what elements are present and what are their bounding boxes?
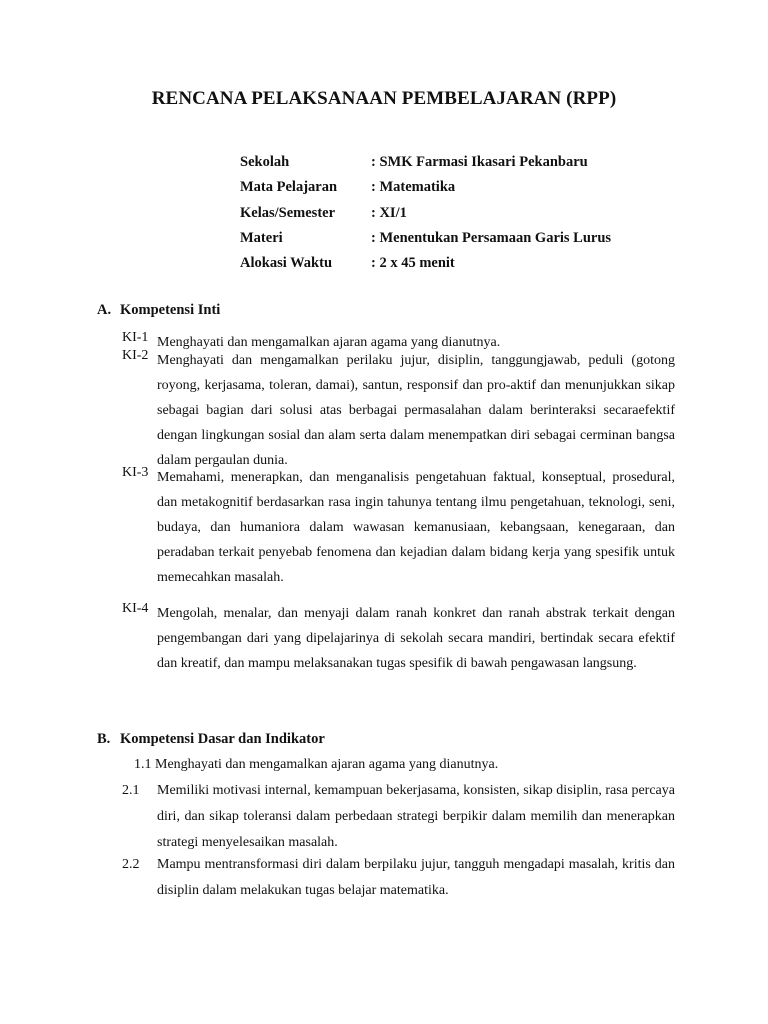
ki-code: KI-2 (122, 348, 149, 363)
info-value: : 2 x 45 menit (371, 255, 455, 272)
info-row-school (240, 150, 611, 175)
info-value: : Menentukan Persamaan Garis Lurus (371, 230, 612, 247)
info-label: Kelas/Semester (240, 204, 336, 221)
kd-number: 2.2 (122, 857, 140, 872)
info-label: Materi (240, 230, 283, 247)
info-row-material (240, 226, 611, 251)
ki-code: KI-3 (122, 465, 149, 480)
section-letter: B. (97, 731, 111, 747)
info-label: Alokasi Waktu (240, 255, 333, 272)
ki-item-3 (122, 465, 675, 590)
ki-code: KI-4 (122, 601, 149, 616)
section-a-heading (97, 302, 220, 319)
ki-code: KI-1 (122, 330, 149, 345)
section-b-heading (97, 731, 325, 748)
kd-number: 1.1 (134, 757, 152, 772)
section-title: Kompetensi Inti (120, 302, 221, 318)
ki-text: Memahami, menerapkan, dan menganalisis pengetahuan faktual, konseptual, prosedural, dan metakognitif berdasarkan rasa ingin tahunya tentang ilmu pengetahuan, teknologi, seni, budaya, dan humaniora dalam wawasan kemanusiaan, kebangsaan, kenegaraan, dan peradaban terkait penyebab fenomena dan kejadian dalam bidang kerja yang spesifik untuk memecahkan masalah. (157, 470, 675, 585)
kd-text: Menghayati dan mengamalkan ajaran agama yang dianutnya. (155, 757, 499, 772)
document-title: RENCANA PELAKSANAAN PEMBELAJARAN (RPP) (151, 88, 617, 109)
ki-text: Menghayati dan mengamalkan perilaku jujur, disiplin, tanggungjawab, peduli (gotong royong, kerjasama, toleran, damai), santun, responsif dan pro-aktif dan menunjukkan sikap sebagai bagian dari solusi atas berbagai permasalahan dalam berinteraksi secaraefektif dengan lingkungan sosial dan alam serta dalam menempatkan diri sebagai cerminan bangsa dalam pergaulan dunia. (157, 353, 675, 468)
identity-table (240, 150, 611, 276)
ki-item-2 (122, 348, 675, 473)
ki-text: Menghayati dan mengamalkan ajaran agama yang dianutnya. (157, 335, 501, 350)
ki-text: Mengolah, menalar, dan menyaji dalam ranah konkret dan ranah abstrak terkait dengan pengembangan dari yang dipelajarinya di sekolah secara mandiri, bertindak secara efektif dan kreatif, dan mampu melaksanakan tugas spesifik di bawah pengawasan langsung. (157, 606, 675, 671)
section-letter: A. (97, 302, 112, 318)
kd-number: 2.1 (122, 783, 140, 798)
info-row-subject (240, 175, 611, 200)
section-title: Kompetensi Dasar dan Indikator (120, 731, 325, 747)
ki-item-4 (122, 601, 675, 676)
kd-text: Memiliki motivasi internal, kemampuan bekerjasama, konsisten, sikap disiplin, rasa percaya diri, dan sikap toleransi dalam perbedaan strategi berpikir dalam memilih dan menerapkan strategi menyelesaikan masalah. (157, 783, 675, 850)
info-value: : XI/1 (371, 204, 407, 221)
info-label: Mata Pelajaran (240, 179, 338, 196)
info-value: : Matematika (371, 179, 456, 196)
info-label: Sekolah (240, 154, 290, 171)
info-row-time (240, 251, 611, 276)
kd-text: Mampu mentransformasi diri dalam berpilaku jujur, tangguh mengadapi masalah, kritis dan disiplin dalam melakukan tugas belajar matematika. (157, 857, 675, 898)
info-value: : SMK Farmasi Ikasari Pekanbaru (371, 154, 588, 171)
info-row-class (240, 201, 611, 226)
